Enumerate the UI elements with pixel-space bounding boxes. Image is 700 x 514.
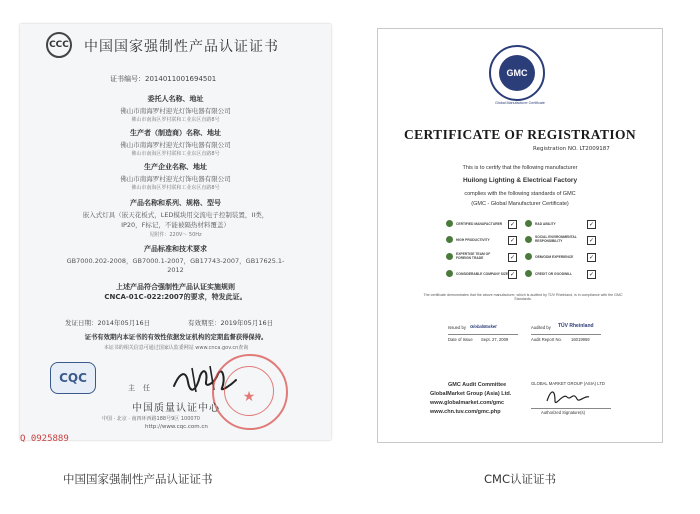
ccc-center-name: 中国质量认证中心 (132, 403, 220, 414)
ccc-valid-date: 有效期至：2019年05月16日 (188, 319, 274, 327)
checkmark-icon: ✓ (588, 254, 595, 261)
ccc-sign-label: 主任 (128, 384, 158, 392)
checkmark-icon: ✓ (509, 254, 516, 261)
criteria-item: EXPERTISE TEAM OF FOREIGN TRADE (456, 252, 491, 260)
ccc-rule-line: 上述产品符合强制性产品认证实施规则 (116, 283, 235, 291)
issuer-name: GlobalMarket (470, 324, 497, 329)
checkmark-icon: ✓ (509, 237, 516, 244)
ccc-section-line: GB7000.202-2008，GB7000.1-2007，GB17743-2007，GB17625.1- (66, 257, 285, 265)
criteria-item: CREDIT OR GOODWILL (535, 272, 573, 276)
ccc-section-line: 嵌入式灯具（嵌天花板式，LED模块用交流电子控制装置，II类， (82, 211, 269, 219)
audited-by-label: Audited by (531, 325, 551, 330)
gmc-company-asia: GlobalMarket Group (Asia) Ltd. (430, 391, 512, 397)
gmc-website-1: www.globalmarket.com/gmc (430, 400, 505, 406)
ccc-section-line: 2012 (167, 266, 184, 274)
ccc-section-heading: 产品标准和技术要求 (144, 245, 207, 253)
gmc-registration-number: Registration NO. LT2009187 (533, 146, 610, 152)
ccc-logo: CCC (46, 32, 72, 58)
ccc-section-sub: 见附件：220V～ 50Hz (149, 232, 202, 238)
ccc-section-heading: 生产企业名称、地址 (144, 163, 207, 171)
criteria-icon (525, 253, 532, 260)
issue-date-label: Date of Issue (448, 337, 473, 342)
ccc-section-heading: 产品名称和系列、规格、型号 (130, 199, 221, 207)
ccc-issue-date: 发证日期：2014年05月16日 (65, 319, 151, 327)
ccc-section-heading: 生产者（制造商）名称、地址 (130, 129, 221, 137)
criteria-item: CERTIFIED MANUFACTURER (456, 222, 503, 226)
divider (531, 334, 601, 335)
ccc-section-sub: 佛山市南海区罗村联和工业东区直路8号 (131, 117, 220, 123)
checkmark-icon: ✓ (588, 237, 595, 244)
gmc-signature (543, 385, 593, 409)
criteria-icon (525, 236, 532, 243)
ccc-section-line: 佛山市南海罗村迎光灯饰电器有限公司 (120, 175, 231, 183)
ccc-cert-number: 证书编号：2014011001694501 (110, 75, 217, 83)
ccc-section-line: IP20，F标记，不能被隔热材料覆盖） (121, 221, 230, 229)
divider (448, 334, 518, 335)
checkmark-icon: ✓ (588, 221, 595, 228)
criteria-icon (446, 253, 453, 260)
criteria-icon (446, 236, 453, 243)
gmc-certificate (377, 28, 663, 443)
issue-date-value: Sept. 27, 2009 (481, 337, 509, 342)
tuv-logo: TÜV Rheinland (558, 323, 594, 329)
criteria-item: SOCIAL ENVIRONMENTAL RESPONSIBILITY (535, 235, 577, 243)
gmc-title: CERTIFICATE OF REGISTRATION (403, 127, 637, 142)
ccc-serial-number: Q 0925889 (20, 434, 69, 444)
gmc-logo-text: GMC (499, 55, 535, 91)
ccc-rule-line: CNCA-01C-022:2007的要求，特发此证。 (104, 293, 247, 301)
gmc-committee: GMC Audit Committee (448, 382, 507, 388)
issued-by-label: Issued by (448, 325, 466, 330)
checkmark-icon: ✓ (588, 271, 595, 278)
ccc-website: http://www.cqc.com.cn (145, 424, 208, 430)
criteria-item: R&D ABILITY (535, 222, 556, 226)
red-seal (212, 354, 288, 430)
caption-ccc: 中国国家强制性产品认证证书 (63, 472, 213, 486)
ccc-section-sub: 佛山市南海区罗村联和工业东区直路8号 (131, 151, 220, 157)
ccc-section-line: 佛山市南海罗村迎光灯饰电器有限公司 (120, 141, 231, 149)
ccc-section-sub: 佛山市南海区罗村联和工业东区直路8号 (131, 185, 220, 191)
seal-star-icon: ★ (242, 389, 256, 405)
ccc-address: 中国 · 北京 · 南四环西路188号9区 100070 (102, 416, 200, 422)
divider (531, 408, 611, 409)
ccc-title: 中国国家强制性产品认证证书 (84, 39, 279, 55)
criteria-icon (525, 270, 532, 277)
criteria-item: OEM/ODM EXPERIENCE (535, 255, 574, 259)
gmc-logo-ring-text: Global Manufacturer Certificate (495, 101, 545, 105)
gmc-full-name: (GMC - Global Manufacturer Certificate) (471, 201, 569, 207)
audit-report-label: Audit Report No. (531, 337, 562, 342)
cqc-logo: CQC (50, 362, 96, 394)
checkmark-icon: ✓ (509, 271, 516, 278)
gmc-intro: This is to certify that the following manufacturer (462, 165, 578, 171)
signer-company: GLOBAL MARKET GROUP (ASIA) LTD (531, 381, 605, 386)
signer-title: Authorized Signature(s) (541, 410, 585, 415)
gmc-company: Huilong Lighting & Electrical Factory (462, 177, 578, 184)
gmc-footer-text: The certificate demonstrates that the above manufacturer, which is audited by TÜV Rheinland, is in compliance with the GMC Standards. (423, 293, 623, 301)
gmc-logo (489, 45, 545, 101)
criteria-icon (525, 220, 532, 227)
caption-cmc: CMC认证证书 (484, 472, 556, 486)
red-seal-inner-ring (224, 366, 274, 416)
ccc-query-note: 本证书的相关信息可通过国家认监委网站 www.cnca.gov.cn查询 (103, 345, 249, 351)
ccc-validity-note: 证书有效期内本证书的有效性依据发证机构的定期监督获得保持。 (84, 334, 268, 341)
audit-report-value: 16019959 (571, 337, 590, 342)
criteria-icon (446, 270, 453, 277)
criteria-item: CONSIDERABLE COMPANY SIZE (456, 272, 509, 276)
criteria-icon (446, 220, 453, 227)
checkmark-icon: ✓ (509, 221, 516, 228)
ccc-section-line: 佛山市南海罗村迎光灯饰电器有限公司 (120, 107, 231, 115)
gmc-complies: complies with the following standards of GMC (464, 191, 576, 197)
criteria-item: HIGH PRODUCTIVITY (456, 238, 490, 242)
ccc-section-heading: 委托人名称、地址 (147, 95, 204, 103)
ccc-certificate (20, 24, 331, 440)
gmc-website-2: www.chn.tuv.com/gmc.php (430, 409, 501, 415)
